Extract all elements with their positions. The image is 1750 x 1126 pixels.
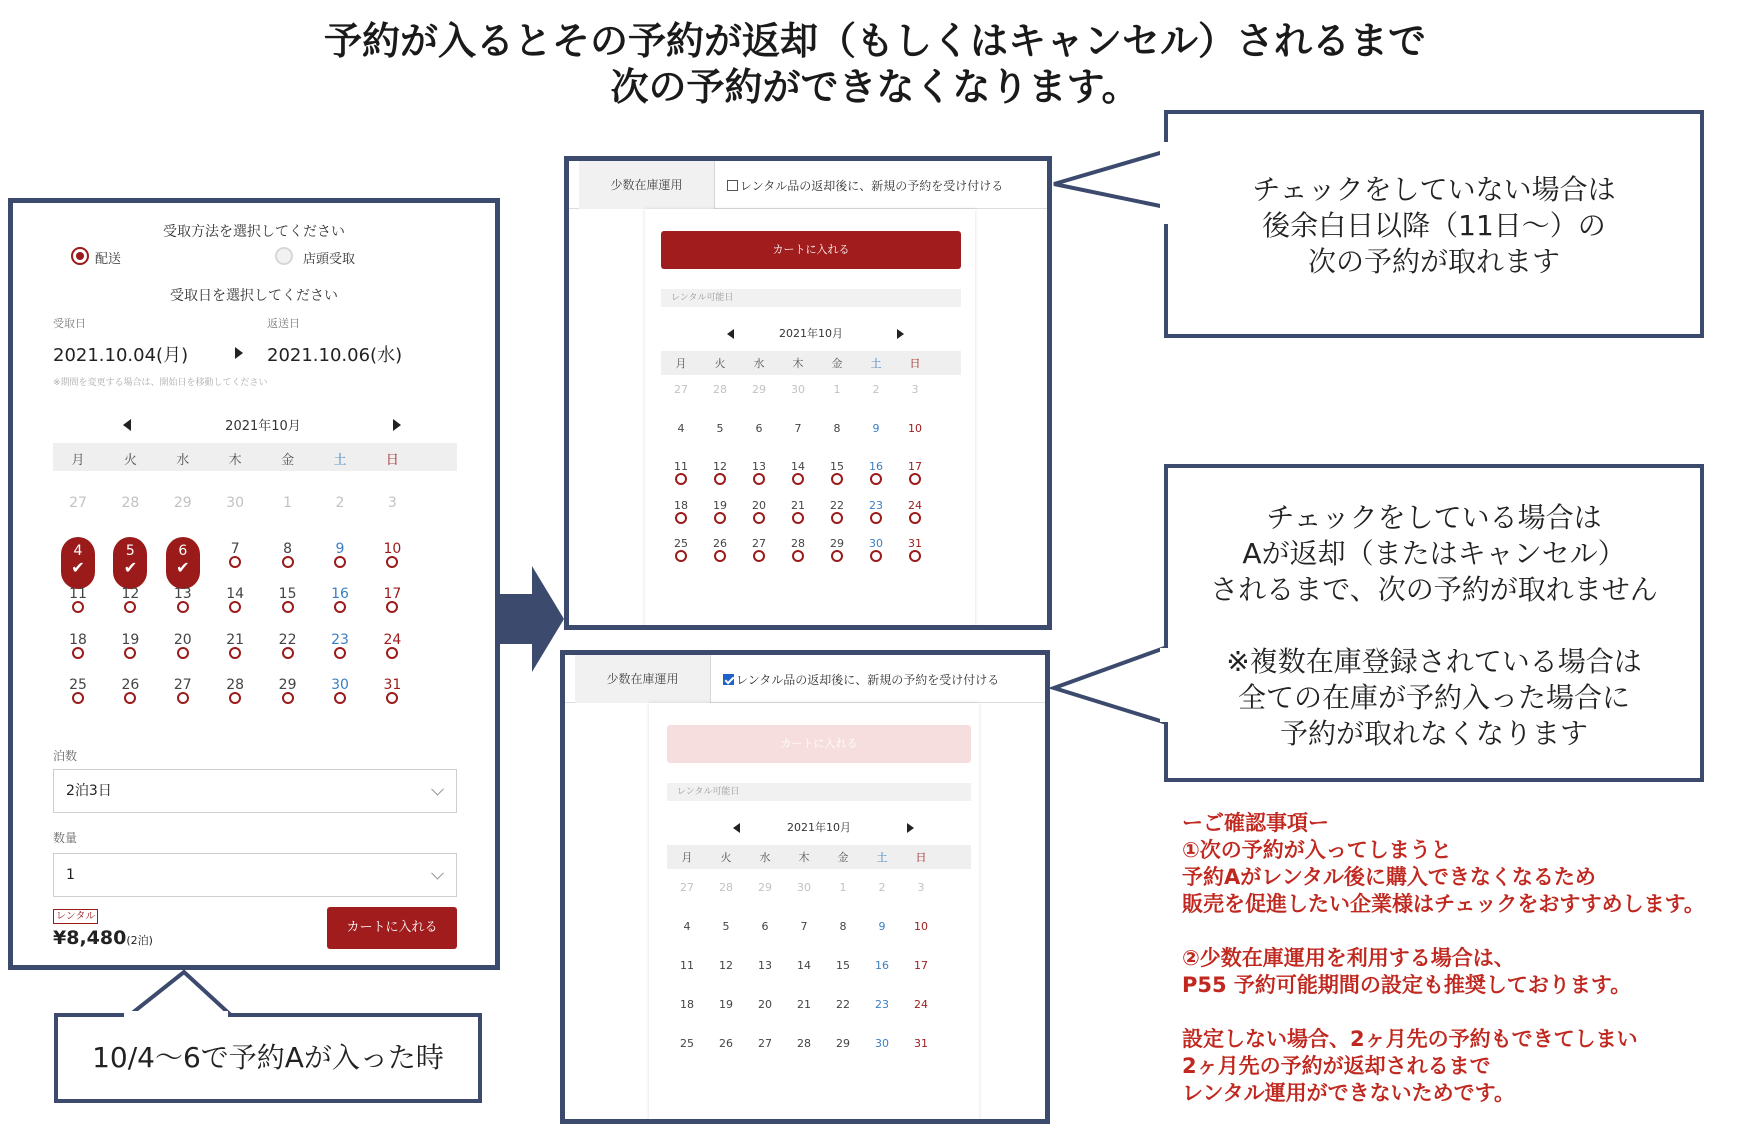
calendar-day[interactable]: 21 — [226, 631, 245, 648]
calendar-day[interactable]: 5 — [722, 920, 730, 933]
available-ring-icon — [753, 473, 765, 485]
calendar-day[interactable]: 8 — [833, 421, 841, 435]
calendar-day[interactable]: 23 — [331, 631, 349, 648]
available-ring-icon — [831, 512, 843, 524]
callout-checked-line-2: Aが返却（またはキャンセル） — [1242, 537, 1626, 570]
weekday-label: 木 — [798, 851, 810, 864]
quantity-label: 数量 — [53, 831, 78, 845]
calendar-day[interactable]: 27 — [758, 1037, 772, 1050]
tab-small-stock[interactable]: 少数在庫運用 — [579, 161, 715, 209]
store-pickup-radio[interactable] — [275, 247, 293, 265]
calendar-day: 2 — [335, 495, 345, 511]
available-ring-icon — [909, 473, 921, 485]
callout-tail-mid — [1040, 640, 1180, 750]
calendar-day[interactable]: 19 — [121, 631, 140, 648]
available-ring-icon — [909, 512, 921, 524]
pickup-date-label: 受取日 — [53, 317, 86, 330]
calendar-day[interactable]: 12 — [713, 460, 727, 473]
callout-tail-mask — [124, 1011, 228, 1017]
delivery-label: 配送 — [95, 252, 122, 267]
notes-line-6: 設定しない場合、2ヶ月先の予約もできてしまい — [1182, 1027, 1638, 1051]
notes-spacer — [1182, 999, 1750, 1026]
notes-line-5: P55 予約可能期間の設定も推奨しております。 — [1182, 973, 1632, 997]
available-ring-icon — [870, 512, 882, 524]
pickup-date[interactable]: 2021.10.04(月) — [53, 345, 189, 366]
callout-tail-mask — [1160, 142, 1168, 224]
weekday-label: 土 — [870, 357, 882, 370]
available-ring-icon — [282, 556, 294, 568]
callout-checked-line-6: 予約が取れなくなります — [1279, 717, 1588, 750]
calendar-day[interactable]: 26 — [121, 677, 140, 693]
preview-month: 2021年10月 — [779, 327, 843, 340]
available-ring-icon — [124, 692, 136, 704]
calendar-day[interactable]: 14 — [226, 586, 245, 602]
calendar-day: 30 — [797, 881, 811, 894]
calendar-day[interactable]: 13 — [752, 460, 766, 473]
available-ring-icon — [177, 601, 189, 613]
available-ring-icon — [831, 550, 843, 562]
calendar-day[interactable]: 10 — [908, 421, 922, 435]
calendar-day[interactable]: 10 — [383, 540, 402, 557]
calendar-day[interactable]: 6 — [761, 920, 769, 933]
available-ring-icon — [334, 556, 346, 568]
nights-select[interactable] — [53, 769, 457, 813]
available-ring-icon — [334, 601, 346, 613]
calendar-day[interactable]: 28 — [791, 537, 805, 550]
available-ring-icon — [675, 512, 687, 524]
arrow-right-icon — [235, 347, 243, 359]
available-ring-icon — [282, 692, 294, 704]
calendar-day[interactable]: 4 — [683, 920, 691, 933]
calendar-day[interactable]: 13 — [173, 586, 192, 602]
callout-checked — [1164, 464, 1704, 782]
weekday-label: 金 — [831, 357, 843, 370]
calendar-day: 28 — [121, 495, 140, 511]
price-block — [53, 927, 153, 949]
calendar-day[interactable]: 11 — [680, 959, 694, 972]
price: ¥8,480 — [53, 927, 127, 949]
available-ring-icon — [72, 692, 84, 704]
settings-panel-unchecked — [564, 156, 1052, 630]
preview-card — [649, 703, 979, 1123]
available-ring-icon — [177, 647, 189, 659]
notes-line-2: 予約Aがレンタル後に購入できなくなるため — [1182, 865, 1596, 889]
available-ring-icon — [229, 556, 241, 568]
rental-tag: レンタル — [53, 909, 98, 924]
calendar-day[interactable]: 22 — [836, 998, 850, 1011]
calendar-day[interactable]: 23 — [875, 998, 889, 1011]
callout-checked-line-5: 全ての在庫が予約入った場合に — [1237, 681, 1630, 714]
weekday-label: 水 — [753, 357, 765, 370]
return-option[interactable] — [727, 177, 1003, 194]
available-ring-icon — [334, 692, 346, 704]
notes-block — [1182, 810, 1750, 1107]
next-month-icon[interactable] — [897, 329, 904, 339]
calendar-day[interactable]: 16 — [875, 959, 889, 972]
calendar-day: 29 — [752, 383, 766, 396]
calendar-day[interactable]: 18 — [674, 498, 688, 512]
title-line-1: 予約が入るとその予約が返却（もしくはキャンセル）されるまで — [323, 19, 1426, 63]
calendar-day: 29 — [173, 495, 192, 511]
available-ring-icon — [229, 601, 241, 613]
calendar-day[interactable]: 30 — [875, 1037, 889, 1050]
calendar-day[interactable]: 17 — [908, 460, 922, 473]
available-ring-icon — [72, 647, 84, 659]
calendar-day[interactable]: 31 — [914, 1037, 928, 1050]
available-ring-icon — [229, 692, 241, 704]
calendar-day[interactable]: 16 — [331, 586, 349, 602]
calendar-day[interactable]: 11 — [674, 460, 688, 473]
available-ring-icon — [675, 550, 687, 562]
booking-form-panel — [8, 198, 500, 970]
booked-day[interactable] — [61, 537, 95, 589]
calendar-day[interactable]: 30 — [869, 537, 883, 550]
available-ring-icon — [386, 556, 398, 568]
calendar-day: 3 — [911, 383, 919, 396]
notes-heading: ーご確認事項ー — [1182, 811, 1329, 835]
available-ring-icon — [714, 473, 726, 485]
rental-range-header: レンタル可能日 — [667, 783, 971, 801]
notes-spacer — [1182, 918, 1750, 945]
calendar-day[interactable]: 21 — [797, 998, 811, 1011]
price-note: (2泊) — [126, 934, 153, 947]
notes-line-4: ②少数在庫運用を利用する場合は、 — [1182, 946, 1515, 970]
callout-unchecked — [1164, 110, 1704, 338]
calendar-day[interactable]: 25 — [69, 677, 87, 693]
calendar-day[interactable]: 23 — [869, 498, 883, 512]
calendar-day[interactable]: 15 — [836, 959, 850, 972]
calendar-day[interactable]: 25 — [680, 1037, 694, 1050]
calendar-day: 28 — [713, 383, 727, 396]
available-ring-icon — [386, 647, 398, 659]
calendar-day: 30 — [791, 383, 805, 396]
calendar-day[interactable]: 25 — [674, 537, 688, 550]
preview-cart-button[interactable]: カートに入れる — [661, 231, 961, 269]
calendar-day[interactable]: 27 — [173, 677, 192, 693]
nights-label: 泊数 — [53, 749, 78, 763]
available-ring-icon — [792, 512, 804, 524]
calendar-day[interactable]: 30 — [331, 677, 349, 693]
available-ring-icon — [72, 601, 84, 613]
calendar-day: 30 — [226, 495, 245, 511]
date-note: ※期間を変更する場合は、開始日を移動してください — [53, 378, 268, 388]
available-ring-icon — [753, 512, 765, 524]
store-pickup-label: 店頭受取 — [303, 252, 356, 267]
weekday-label: 木 — [228, 453, 242, 468]
calendar-day: 1 — [283, 495, 293, 511]
check-icon: ✔ — [123, 557, 138, 577]
notes-line-7: 2ヶ月先の予約が返却されるまで — [1182, 1054, 1491, 1078]
callout-checked-line-1: チェックをしている場合は — [1266, 501, 1602, 534]
available-ring-icon — [831, 473, 843, 485]
chevron-down-icon — [431, 867, 444, 880]
available-ring-icon — [124, 647, 136, 659]
next-month-icon[interactable] — [393, 419, 401, 431]
booked-day[interactable] — [113, 537, 147, 589]
return-option-label: レンタル品の返却後に、新規の予約を受け付ける — [736, 673, 1000, 687]
calendar-day[interactable]: 31 — [383, 677, 402, 693]
calendar-day: 2 — [872, 383, 880, 396]
calendar-day[interactable]: 26 — [719, 1037, 733, 1050]
available-ring-icon — [714, 512, 726, 524]
chevron-down-icon — [431, 783, 444, 796]
calendar-day[interactable]: 20 — [752, 498, 766, 512]
calendar-day[interactable]: 9 — [335, 540, 345, 557]
calendar-day[interactable]: 19 — [719, 998, 733, 1011]
quantity-value: 1 — [66, 867, 75, 883]
notes-line-3: 販売を促進したい企業様はチェックをおすすめします。 — [1182, 892, 1705, 916]
available-ring-icon — [124, 601, 136, 613]
callout-tail-mask — [1160, 648, 1168, 722]
settings-panel-checked — [560, 650, 1050, 1124]
calendar-day: 28 — [719, 881, 733, 894]
preview-card — [645, 209, 975, 629]
calendar-day: 27 — [674, 383, 688, 396]
calendar-day: 1 — [839, 881, 847, 894]
available-ring-icon — [177, 692, 189, 704]
title-line-2: 次の予約ができなくなります。 — [610, 65, 1140, 109]
available-ring-icon — [334, 647, 346, 659]
calendar-day[interactable]: 24 — [908, 498, 922, 512]
callout-checked-line-4: ※複数在庫登録されている場合は — [1226, 645, 1642, 678]
callout-checked-line-3: されるまで、次の予約が取れません — [1210, 573, 1658, 606]
calendar-day: 2 — [878, 881, 886, 894]
calendar-day[interactable]: 28 — [226, 677, 245, 693]
calendar-day[interactable]: 6 — [755, 421, 763, 435]
callout-unchecked-line-1: チェックをしていない場合は — [1252, 173, 1616, 206]
weekday-label: 日 — [909, 357, 921, 370]
weekday-label: 日 — [385, 453, 399, 468]
checkbox-unchecked[interactable] — [727, 180, 738, 191]
available-ring-icon — [753, 550, 765, 562]
calendar-day[interactable]: 26 — [713, 537, 727, 550]
available-ring-icon — [282, 601, 294, 613]
weekday-label: 水 — [176, 453, 190, 468]
available-ring-icon — [909, 550, 921, 562]
calendar-day[interactable]: 18 — [680, 998, 694, 1011]
calendar-day[interactable]: 18 — [69, 631, 87, 648]
weekday-label: 月 — [675, 357, 687, 370]
calendar-day[interactable]: 15 — [278, 586, 297, 602]
calendar-day: 1 — [833, 383, 841, 396]
callout-spacer — [1168, 608, 1700, 644]
preview-month: 2021年10月 — [787, 821, 851, 834]
add-to-cart-button[interactable]: カートに入れる — [327, 907, 457, 949]
weekday-label: 土 — [333, 453, 347, 468]
weekday-label: 水 — [759, 851, 771, 864]
calendar-day[interactable]: 10 — [914, 920, 928, 933]
weekday-label: 土 — [876, 851, 888, 864]
calendar-day[interactable]: 19 — [713, 498, 727, 512]
available-ring-icon — [386, 601, 398, 613]
calendar-day[interactable]: 17 — [914, 959, 928, 972]
tab-small-stock[interactable]: 少数在庫運用 — [575, 655, 711, 703]
calendar-day[interactable]: 29 — [836, 1037, 850, 1050]
day-number: 6 — [178, 542, 188, 559]
available-ring-icon — [675, 473, 687, 485]
calendar-day[interactable]: 4 — [677, 421, 685, 435]
calendar-day[interactable]: 22 — [830, 498, 844, 512]
available-ring-icon — [870, 473, 882, 485]
setting-tabbar — [569, 161, 1047, 209]
day-number: 5 — [125, 542, 135, 559]
calendar-day: 3 — [387, 495, 397, 511]
checkbox-checked[interactable] — [723, 674, 734, 685]
notes-line-8: レンタル運用ができないためです。 — [1182, 1081, 1515, 1105]
weekday-label: 火 — [123, 453, 137, 468]
weekday-label: 月 — [71, 453, 85, 468]
calendar-day[interactable]: 29 — [278, 677, 297, 693]
calendar-day[interactable]: 31 — [908, 537, 922, 550]
available-ring-icon — [870, 550, 882, 562]
weekday-label: 木 — [792, 357, 804, 370]
available-ring-icon — [282, 647, 294, 659]
calendar-day[interactable]: 20 — [758, 998, 772, 1011]
calendar-day[interactable]: 8 — [283, 540, 293, 557]
quantity-select[interactable] — [53, 853, 457, 897]
calendar-day[interactable]: 13 — [758, 959, 772, 972]
calendar-day[interactable]: 7 — [230, 540, 240, 557]
weekday-label: 金 — [837, 851, 849, 864]
calendar-day[interactable]: 14 — [797, 959, 811, 972]
preview-cart-button-disabled[interactable]: カートに入れる — [667, 725, 971, 763]
weekday-label: 金 — [281, 453, 295, 468]
return-date-label: 返送日 — [267, 317, 300, 330]
calendar-day[interactable]: 28 — [797, 1037, 811, 1050]
date-heading: 受取日を選択してください — [170, 288, 338, 304]
check-icon: ✔ — [71, 557, 85, 577]
calendar-day[interactable]: 7 — [794, 421, 802, 435]
return-option[interactable] — [723, 671, 999, 688]
calendar-day[interactable]: 11 — [69, 586, 87, 602]
delivery-radio[interactable] — [71, 247, 89, 265]
return-option-label: レンタル品の返却後に、新規の予約を受け付ける — [740, 179, 1004, 193]
pickup-method-heading: 受取方法を選択してください — [163, 224, 345, 240]
calendar-month: 2021年10月 — [225, 419, 301, 434]
callout-tail-top — [1040, 120, 1180, 240]
setting-tabbar — [565, 655, 1045, 703]
callout-unchecked-line-2: 後余白日以降（11日〜）の — [1262, 209, 1606, 242]
calendar-day: 29 — [758, 881, 772, 894]
weekday-label: 月 — [681, 851, 693, 864]
rental-range-header: レンタル可能日 — [661, 289, 961, 307]
calendar-day[interactable]: 5 — [716, 421, 724, 435]
calendar-day: 27 — [69, 495, 87, 511]
calendar-day[interactable]: 27 — [752, 537, 766, 550]
calendar-day[interactable]: 29 — [830, 537, 844, 550]
day-number: 4 — [73, 542, 83, 559]
next-month-icon[interactable] — [907, 823, 914, 833]
calendar-day[interactable]: 17 — [383, 586, 402, 602]
calendar-day[interactable]: 14 — [791, 460, 805, 473]
booked-day[interactable] — [166, 537, 200, 589]
calendar-day[interactable]: 16 — [869, 460, 883, 473]
calendar-day: 3 — [917, 881, 925, 894]
page-title — [0, 18, 1750, 110]
calendar-day[interactable]: 22 — [278, 631, 297, 648]
calendar-day[interactable]: 7 — [800, 920, 808, 933]
available-ring-icon — [714, 550, 726, 562]
calendar-day[interactable]: 8 — [839, 920, 847, 933]
notes-line-1: ①次の予約が入ってしまうと — [1182, 838, 1452, 862]
calendar-day[interactable]: 15 — [830, 460, 844, 473]
weekday-label: 火 — [714, 357, 726, 370]
calendar-day[interactable]: 24 — [383, 631, 402, 648]
weekday-label: 日 — [915, 851, 927, 864]
calendar-day[interactable]: 21 — [791, 498, 805, 512]
calendar-day[interactable]: 9 — [878, 920, 886, 933]
calendar-day[interactable]: 12 — [719, 959, 733, 972]
calendar-day[interactable]: 24 — [914, 998, 928, 1011]
calendar-day[interactable]: 12 — [121, 586, 140, 602]
callout-reservation-text: 10/4〜6で予約Aが入った時 — [92, 1041, 444, 1074]
calendar-day: 27 — [680, 881, 694, 894]
calendar-day[interactable]: 9 — [872, 421, 880, 435]
available-ring-icon — [792, 473, 804, 485]
weekday-label: 火 — [720, 851, 732, 864]
check-icon: ✔ — [176, 557, 190, 577]
callout-unchecked-line-3: 次の予約が取れます — [1307, 245, 1560, 278]
calendar-day[interactable]: 20 — [173, 631, 192, 648]
available-ring-icon — [229, 647, 241, 659]
available-ring-icon — [386, 692, 398, 704]
available-ring-icon — [792, 550, 804, 562]
callout-reservation-a — [54, 1013, 482, 1103]
return-date[interactable]: 2021.10.06(水) — [267, 345, 403, 366]
nights-value: 2泊3日 — [66, 783, 112, 799]
